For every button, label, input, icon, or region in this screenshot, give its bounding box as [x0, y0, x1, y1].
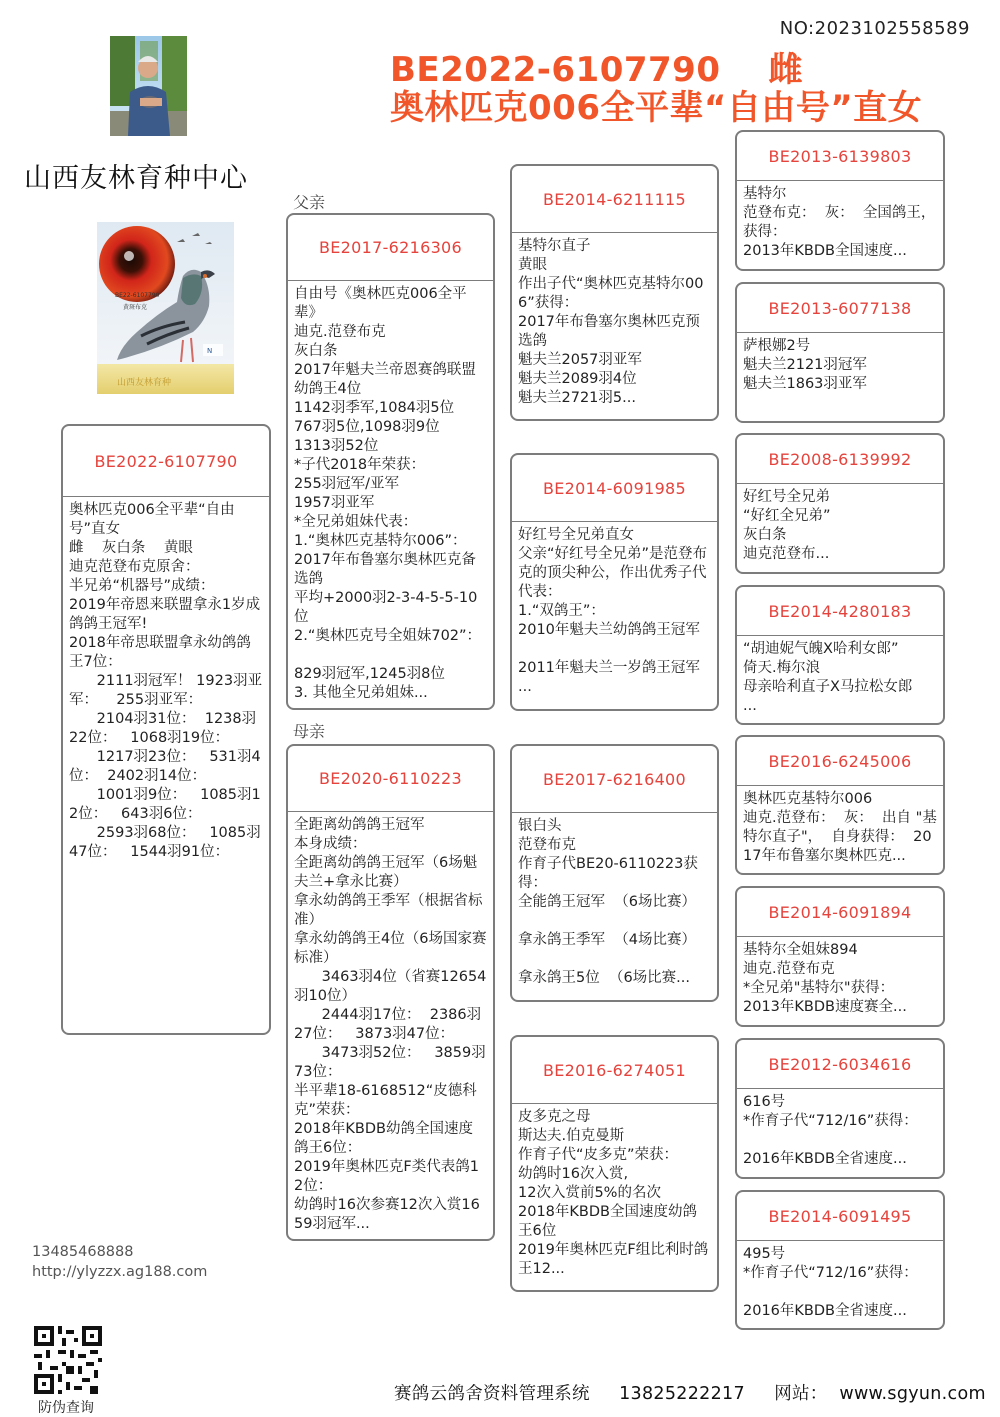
- sire-sire-ring: BE2014-6211115: [512, 166, 717, 233]
- title-ring: BE2022-6107790: [390, 50, 721, 90]
- ddd-ring: BE2014-6091495: [737, 1192, 943, 1241]
- dss-details: 奥林匹克基特尔006 迪克.范登布： 灰： 出自 "基特尔直子"， 自身获得： 2017年布鲁塞尔奥林匹克...: [743, 791, 937, 864]
- dam-dam-details: 皮多克之母 斯达夫.伯克曼斯 作育子代“皮多克”荣获： 幼鸽时16次入赏, 12次入赏前5%的名次 2018年KBDB全国速度幼鸽王6位 2019年奥林匹克F组比利时鸽王12...: [518, 1109, 709, 1277]
- dam-dam-ring: BE2016-6274051: [512, 1037, 717, 1104]
- sire-dam-ring: BE2014-6091985: [512, 455, 717, 522]
- dam-sire-details: 银白头 范登布克 作育子代BE20-6110223获得： 全能鸽王冠军 （6场比赛） 拿永鸽王季军 （4场比赛） 拿永鸽王5位 （6场比赛...: [518, 818, 698, 986]
- contact-block: [32, 1242, 207, 1282]
- sdd-details: “胡迪妮气魄X哈利女郎” 倚天.梅尔浪 母亲哈利直子X马拉松女郎 ...: [743, 641, 913, 714]
- sdd-card[interactable]: [735, 585, 945, 725]
- poster-caption: 山西友林育种: [117, 378, 172, 388]
- system-footer: 赛鸽云鸽舍资料管理系统 13825222217 网站： www.sgyun.com: [394, 1384, 986, 1404]
- dam-card[interactable]: [286, 744, 495, 1241]
- sss-ring: BE2013-6139803: [737, 132, 943, 181]
- dam-dam-card[interactable]: [510, 1035, 719, 1292]
- document-number: NO:2023102558589: [779, 18, 970, 39]
- contact-url[interactable]: http://ylyzzx.ag188.com: [32, 1264, 208, 1280]
- ddd-details: 495号 *作育子代“712/16”获得： 2016年KBDB全省速度...: [743, 1246, 918, 1319]
- dsd-details: 基特尔全姐妹894 迪克.范登布克 *全兄弟"基特尔"获得： 2013年KBDB速度赛全...: [743, 942, 907, 1015]
- svg-text:N: N: [207, 347, 213, 355]
- sds-details: 好红号全兄弟 “好红全兄弟” 灰白条 迪克范登布...: [743, 489, 831, 562]
- sds-ring: BE2008-6139992: [737, 435, 943, 484]
- dam-details: 全距离幼鸽鸽王冠军 本身成绩： 全距离幼鸽鸽王冠军（6场魁夫兰+拿永比赛） 拿永幼鸽鸽王季军（根据省标准） 拿永幼鸽鸽王4位（6场国家赛标准） 3463羽4位（省赛12654羽10位） 2444羽17位： 2386羽27位： 3873羽47位： 3473羽52位： 3859羽73位： 半平辈18-6168512“皮德科克”荣获： 2018年KBDB幼鸽全国速度鸽王6位： 2019年奥林匹克F类代表鸽12位： 幼鸽时16次参赛12次入赏1659羽冠军...: [294, 817, 487, 1232]
- sire-card[interactable]: [286, 213, 495, 710]
- dds-card[interactable]: [735, 1038, 945, 1179]
- dam-ring: BE2020-6110223: [288, 746, 493, 812]
- ssd-ring: BE2013-6077138: [737, 284, 943, 333]
- dds-details: 616号 *作育子代“712/16”获得： 2016年KBDB全省速度...: [743, 1094, 918, 1167]
- father-label: 父亲: [293, 193, 326, 212]
- sdd-ring: BE2014-4280183: [737, 587, 943, 636]
- breeder-photo: [110, 36, 187, 136]
- sds-card[interactable]: [735, 433, 945, 574]
- title-subtitle: 奥林匹克006全平辈“自由号”直女: [390, 88, 923, 128]
- dam-sire-ring: BE2017-6216400: [512, 746, 717, 813]
- pigeon-poster: [97, 222, 234, 394]
- title-sex: 雌: [768, 50, 803, 90]
- poster-name: 黄斑布克: [123, 304, 148, 311]
- subject-ring: BE2022-6107790: [63, 426, 269, 497]
- dss-card[interactable]: [735, 735, 945, 875]
- qr-label: 防伪查询: [38, 1400, 94, 1416]
- mother-label: 母亲: [293, 722, 326, 741]
- sire-sire-details: 基特尔直子 黄眼 作出子代“奥林匹克基特尔006”获得： 2017年布鲁塞尔奥林匹克预选鸽 魁夫兰2057羽亚军 魁夫兰2089羽4位 魁夫兰2721羽5...: [518, 238, 704, 406]
- sss-card[interactable]: [735, 130, 945, 271]
- qr-code-icon[interactable]: [34, 1326, 102, 1394]
- ssd-card[interactable]: [735, 282, 945, 423]
- dss-ring: BE2016-6245006: [737, 737, 943, 786]
- subject-card[interactable]: [61, 424, 271, 1035]
- contact-phone: 13485468888: [32, 1244, 134, 1260]
- sire-dam-card[interactable]: [510, 453, 719, 711]
- ddd-card[interactable]: [735, 1190, 945, 1330]
- sire-details: 自由号《奥林匹克006全平辈》 迪克.范登布克 灰白条 2017年魁夫兰帝恩赛鸽联盟幼鸽王4位 1142羽季军,1084羽5位 767羽5位,1098羽9位 1313羽52位 *子代2018年荣获： 255羽冠军/亚军 1957羽亚军 *全兄弟姐妹代表： 1.“奥林匹克基特尔006”： 2017年布鲁塞尔奥林匹克备选鸽 平均+2000羽2-3-4-5-5-10位 2.“奥林匹克号全姐妹702”： 829羽冠军,1245羽8位 3. 其他全兄弟姐妹...: [294, 286, 482, 701]
- ssd-details: 萨根娜2号 魁夫兰2121羽冠军 魁夫兰1863羽亚军: [743, 338, 867, 392]
- subject-details: 奥林匹克006全平辈“自由号”直女 雌 灰白条 黄眼 迪克范登布克原舍： 半兄弟“机器号”成绩： 2019年帝恩来联盟拿永1岁成鸽鸽王冠军! 2018年帝思联盟拿永幼鸽鸽王7位： 2111羽冠军！ 1923羽亚军： 255羽亚军： 2104羽31位： 1238羽22位： 1068羽19位： 1217羽23位： 531羽4位： 2402羽14位： 1001羽9位： 1085羽12位： 643羽6位： 2593羽68位： 1085羽47位： 1544羽91位：: [69, 502, 263, 860]
- dsd-card[interactable]: [735, 886, 945, 1027]
- sire-dam-details: 好红号全兄弟直女 父亲“好红号全兄弟”是范登布克的顶尖种公，作出优秀子代代表： 1.“双鸽王”： 2010年魁夫兰幼鸽鸽王冠军 2011年魁夫兰一岁鸽王冠军 ...: [518, 527, 708, 695]
- loft-name: 山西友林育种中心: [24, 163, 248, 194]
- sss-details: 基特尔 范登布克： 灰： 全国鸽王，获得： 2013年KBDB全国速度...: [743, 186, 936, 259]
- dsd-ring: BE2014-6091894: [737, 888, 943, 937]
- sire-ring: BE2017-6216306: [288, 215, 493, 281]
- poster-ring: BE22-6107790: [115, 292, 160, 299]
- sire-sire-card[interactable]: [510, 164, 719, 421]
- dam-sire-card[interactable]: [510, 744, 719, 1002]
- dds-ring: BE2012-6034616: [737, 1040, 943, 1089]
